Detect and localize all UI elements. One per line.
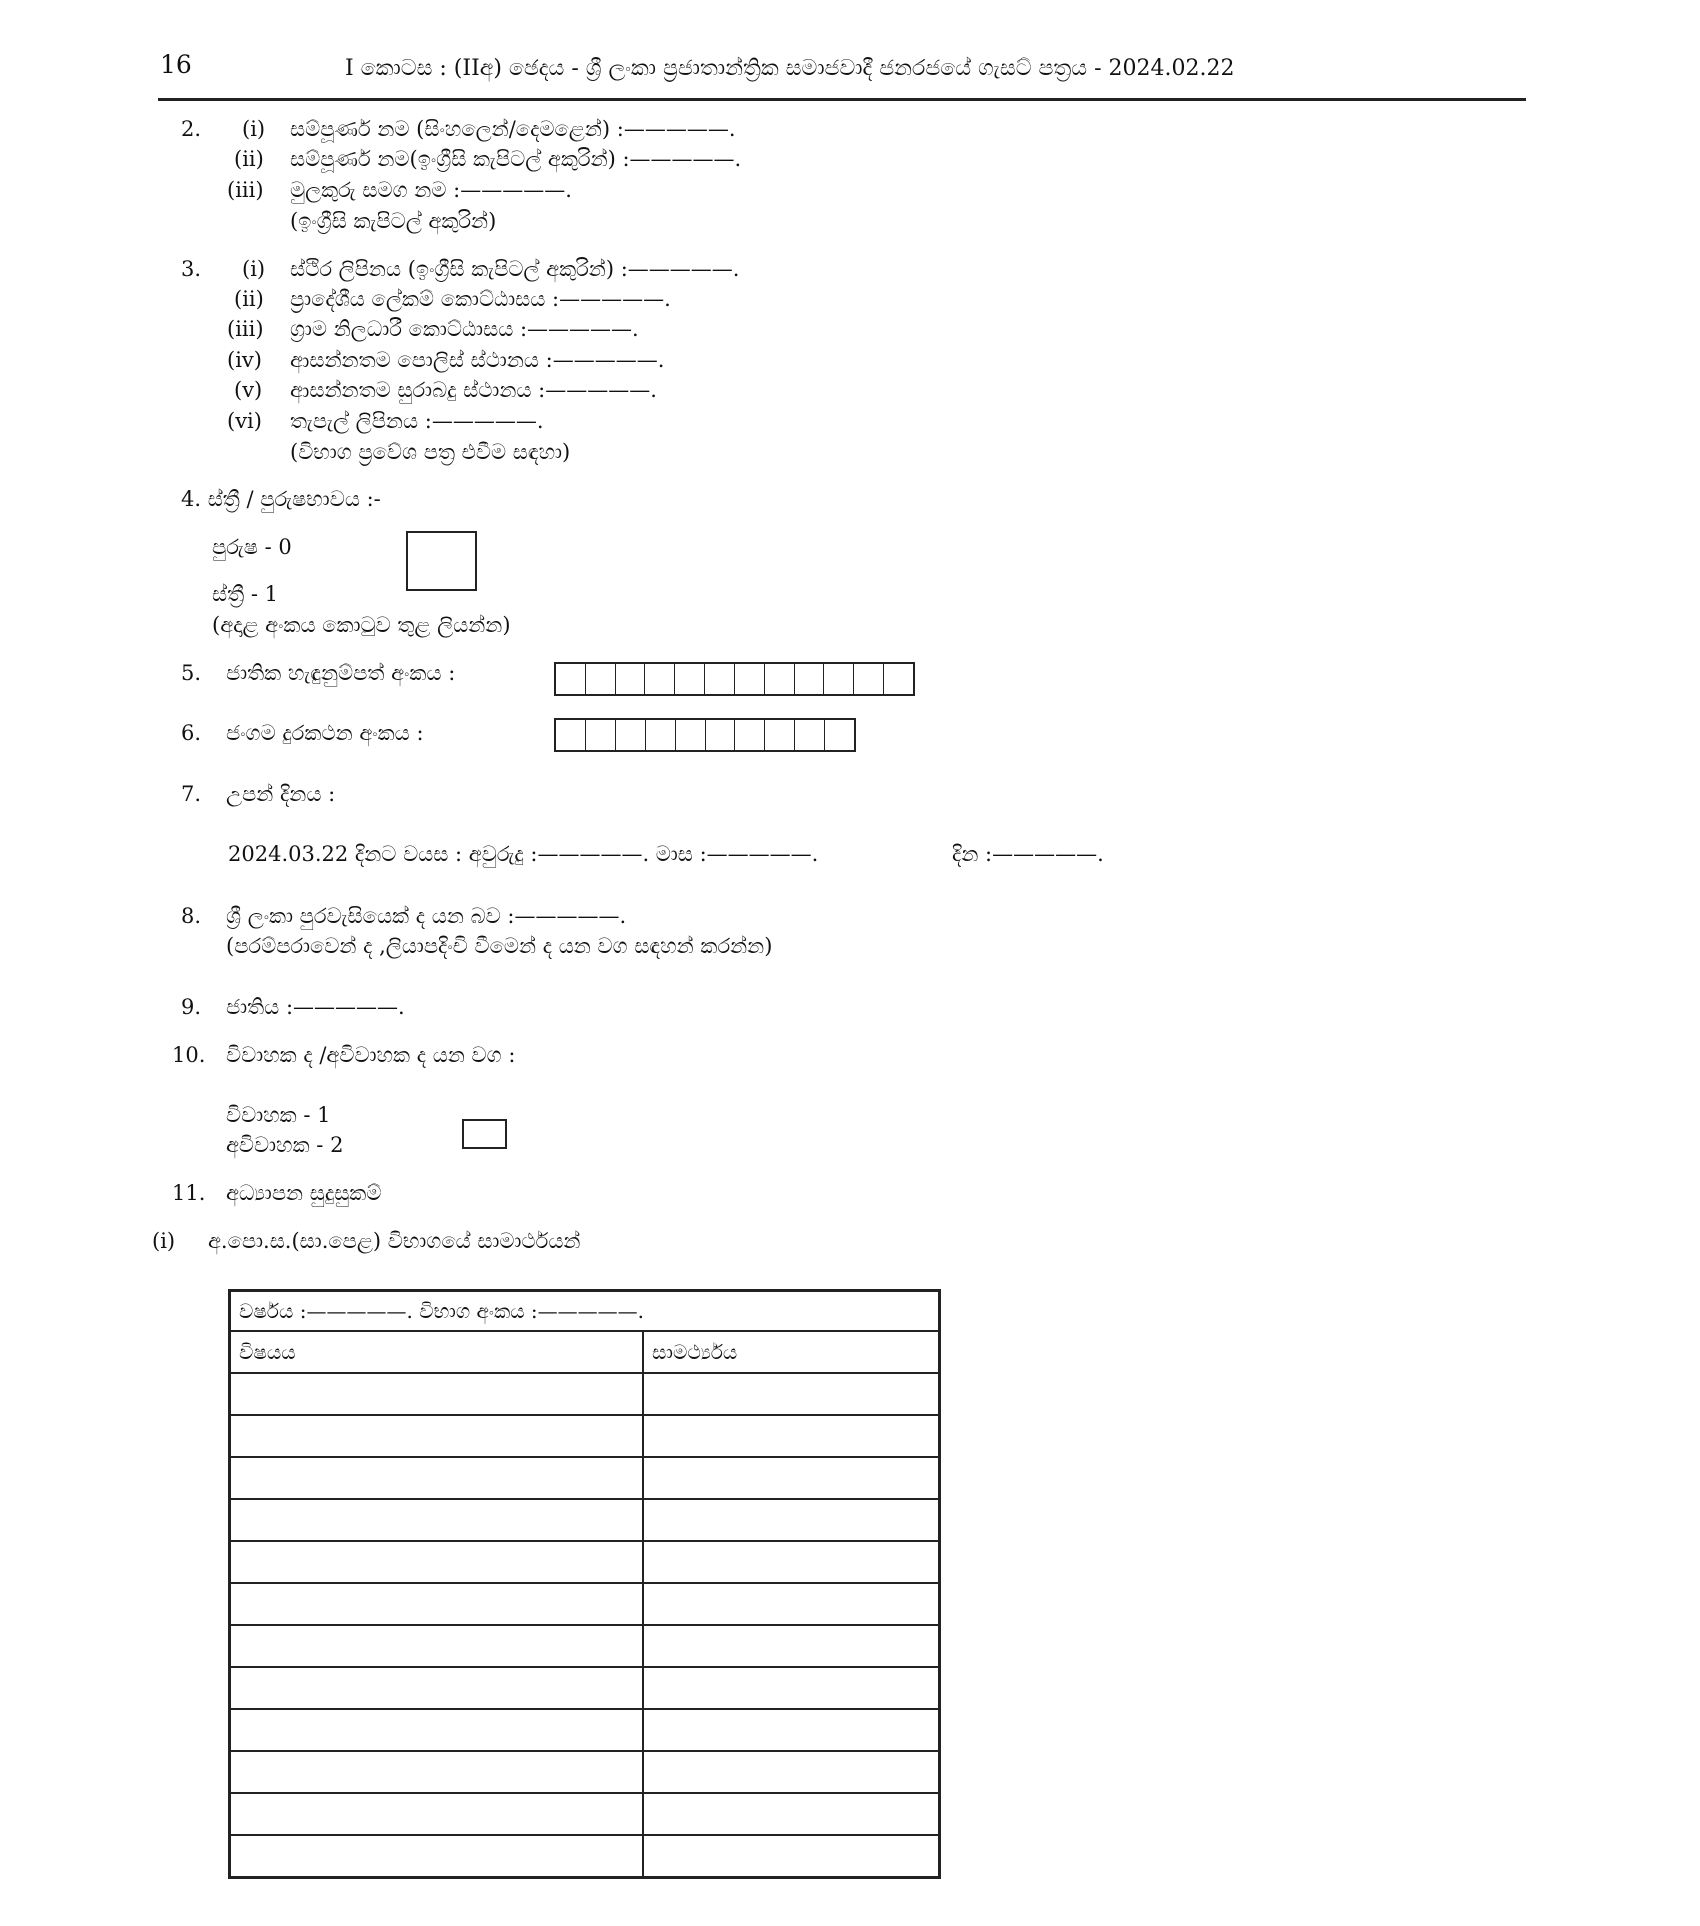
- table-row: [230, 1457, 940, 1499]
- q2-item-2-text: සම්පූර්ණ නම(ඉංග්‍රීසි කැපිටල් අකුරින්) :—————.: [290, 147, 742, 171]
- q11-number: 11.: [172, 1181, 206, 1205]
- table-row: [230, 1499, 940, 1541]
- nic-digit-cell[interactable]: [884, 664, 913, 694]
- q6-number: 6.: [181, 721, 202, 745]
- subject-cell[interactable]: [230, 1751, 644, 1793]
- q2-item-1-num: (i): [242, 117, 266, 141]
- nic-digit-cell[interactable]: [616, 664, 646, 694]
- page-number: 16: [160, 50, 192, 79]
- q6-label: ජංගම දුරකථන අංකය :: [226, 721, 424, 745]
- table-row: [230, 1625, 940, 1667]
- q3-item-5-text: ආසන්නතම සුරාබදු ස්ථානය :—————.: [290, 378, 657, 402]
- q11-sub-label: අ.පො.ස.(සා.පෙළ) විභාගයේ සාමාර්ථයන්: [208, 1229, 581, 1253]
- mobile-digit-cell[interactable]: [825, 720, 854, 750]
- q3-number: 3.: [181, 257, 202, 281]
- q9-number: 9.: [181, 995, 202, 1019]
- gazette-header-title: I කොටස : (IIඅ) ඡෙදය - ශ්‍රී ලංකා ප්‍රජාතාන්ත්‍රික සමාජවාදී ජනරජයේ ගැසට් පත්‍රය - 2024.02.22: [345, 56, 1235, 81]
- grade-cell[interactable]: [643, 1709, 940, 1751]
- nic-digit-cell[interactable]: [795, 664, 825, 694]
- q3-note: (විභාග ප්‍රවේශ පත්‍ර එවීම සඳහා): [290, 440, 571, 464]
- grade-cell[interactable]: [643, 1625, 940, 1667]
- year-exam-number-cell[interactable]: වර්ෂය :—————. විභාග අංකය :—————.: [230, 1291, 940, 1332]
- q3-item-4-num: (iv): [227, 348, 262, 372]
- q5-number: 5.: [181, 661, 202, 685]
- nic-digit-cell[interactable]: [705, 664, 735, 694]
- q7-age-line: 2024.03.22 දිනට වයස : අවුරුදු :—————. මාස :—————.: [228, 842, 819, 866]
- table-row: [230, 1415, 940, 1457]
- subject-cell[interactable]: [230, 1583, 644, 1625]
- gender-code-box[interactable]: [406, 531, 477, 591]
- q3-item-6-text: තැපැල් ලිපිනය :—————.: [290, 409, 544, 433]
- grade-cell[interactable]: [643, 1457, 940, 1499]
- mobile-digit-cell[interactable]: [735, 720, 765, 750]
- nic-digit-cell[interactable]: [854, 664, 884, 694]
- q11-label: අධ්‍යාපන සුදුසුකම්: [226, 1181, 382, 1205]
- grade-cell[interactable]: [643, 1667, 940, 1709]
- subject-cell[interactable]: [230, 1667, 644, 1709]
- table-row: [230, 1373, 940, 1415]
- mobile-digit-cell[interactable]: [556, 720, 586, 750]
- q2-item-2-num: (ii): [234, 147, 264, 171]
- q8-label: ශ්‍රී ලංකා පුරවැසියෙක් ද යන බව :—————.: [226, 904, 627, 928]
- q2-item-3-text: මුලකුරු සමග නම :—————.: [290, 178, 572, 202]
- subject-cell[interactable]: [230, 1373, 644, 1415]
- column-header-subject: විෂයය: [230, 1331, 644, 1373]
- grade-cell[interactable]: [643, 1583, 940, 1625]
- nic-digit-cell[interactable]: [556, 664, 586, 694]
- nic-digit-cell[interactable]: [675, 664, 705, 694]
- nic-digit-cell[interactable]: [586, 664, 616, 694]
- q10-number: 10.: [172, 1043, 206, 1067]
- q3-item-5-num: (v): [234, 378, 263, 402]
- mobile-digit-cell[interactable]: [646, 720, 676, 750]
- table-row: [230, 1541, 940, 1583]
- mobile-digit-cell[interactable]: [586, 720, 616, 750]
- q7-number: 7.: [181, 782, 202, 806]
- mobile-digit-cell[interactable]: [616, 720, 646, 750]
- q2-number: 2.: [181, 117, 202, 141]
- q4-note: (අදාළ අංකය කොටුව තුළ ලියන්න): [212, 613, 511, 637]
- q3-item-3-num: (iii): [227, 317, 264, 341]
- nic-number-cells[interactable]: [554, 662, 915, 696]
- q2-item-3-num: (iii): [227, 178, 264, 202]
- subject-cell[interactable]: [230, 1625, 644, 1667]
- q8-note: (පරම්පරාවෙන් ද ,ලියාපදිංචි වීමෙන් ද යන වග සඳහන් කරන්න): [226, 934, 773, 958]
- mobile-digit-cell[interactable]: [676, 720, 706, 750]
- q5-label: ජාතික හැඳුනුම්පත් අංකය :: [226, 661, 456, 685]
- q3-item-1-text: ස්ථිර ලිපිනය (ඉංග්‍රීසි කැපිටල් අකුරින්) :—————.: [290, 257, 740, 281]
- q9-label: ජාතිය :—————.: [226, 995, 405, 1019]
- table-header-row: [230, 1331, 940, 1373]
- mobile-digit-cell[interactable]: [706, 720, 736, 750]
- subject-cell[interactable]: [230, 1793, 644, 1835]
- nic-digit-cell[interactable]: [645, 664, 675, 694]
- q3-item-1-num: (i): [242, 257, 266, 281]
- mobile-digit-cell[interactable]: [795, 720, 825, 750]
- q11-sub-number: (i): [152, 1229, 176, 1253]
- q3-item-6-num: (vi): [227, 409, 262, 433]
- q4-label: 4. ස්ත්‍රී / පුරුෂභාවය :-: [181, 487, 381, 511]
- grade-cell[interactable]: [643, 1499, 940, 1541]
- grade-cell[interactable]: [643, 1541, 940, 1583]
- q10-married-option: විවාහක - 1: [226, 1103, 331, 1127]
- q3-item-2-num: (ii): [234, 287, 264, 311]
- q7-days: දින :—————.: [952, 842, 1104, 866]
- table-row: [230, 1709, 940, 1751]
- subject-cell[interactable]: [230, 1499, 644, 1541]
- nic-digit-cell[interactable]: [824, 664, 854, 694]
- table-year-row: [230, 1291, 940, 1332]
- table-row: [230, 1667, 940, 1709]
- q2-note: (ඉංග්‍රීසි කැපිටල් අකුරින්): [290, 209, 497, 233]
- ol-results-table: [228, 1289, 941, 1879]
- q3-item-3-text: ග්‍රාම නිලධාරී කොට්ඨාසය :—————.: [290, 317, 639, 341]
- table-row: [230, 1583, 940, 1625]
- header-rule: [158, 98, 1526, 101]
- mobile-digit-cell[interactable]: [765, 720, 795, 750]
- q7-label: උපන් දිනය :: [226, 782, 336, 806]
- grade-cell[interactable]: [643, 1793, 940, 1835]
- nic-digit-cell[interactable]: [735, 664, 765, 694]
- column-header-grade: සාමර්ථ්‍යය: [643, 1331, 940, 1373]
- table-row: [230, 1793, 940, 1835]
- marital-status-box[interactable]: [462, 1119, 507, 1149]
- subject-cell[interactable]: [230, 1835, 644, 1878]
- q3-item-4-text: ආසන්නතම පොලිස් ස්ථානය :—————.: [290, 348, 665, 372]
- q2-item-1-text: සම්පූර්ණ නම (සිංහලෙන්/දෙමළෙන්) :—————.: [290, 117, 736, 141]
- table-row: [230, 1751, 940, 1793]
- q10-label: විවාහක ද /අවිවාහක ද යන වග :: [226, 1043, 516, 1067]
- subject-cell[interactable]: [230, 1457, 644, 1499]
- q10-unmarried-option: අවිවාහක - 2: [226, 1133, 344, 1157]
- grade-cell[interactable]: [643, 1373, 940, 1415]
- q4-male-option: පුරුෂ - 0: [212, 535, 292, 559]
- mobile-number-cells[interactable]: [554, 718, 856, 752]
- nic-digit-cell[interactable]: [765, 664, 795, 694]
- q3-item-2-text: ප්‍රාදේශීය ලේකම් කොට්ඨාසය :—————.: [290, 287, 671, 311]
- subject-cell[interactable]: [230, 1415, 644, 1457]
- table-row: [230, 1835, 940, 1878]
- q8-number: 8.: [181, 904, 202, 928]
- grade-cell[interactable]: [643, 1751, 940, 1793]
- subject-cell[interactable]: [230, 1709, 644, 1751]
- grade-cell[interactable]: [643, 1835, 940, 1878]
- q4-female-option: ස්ත්‍රී - 1: [212, 582, 278, 606]
- grade-cell[interactable]: [643, 1415, 940, 1457]
- subject-cell[interactable]: [230, 1541, 644, 1583]
